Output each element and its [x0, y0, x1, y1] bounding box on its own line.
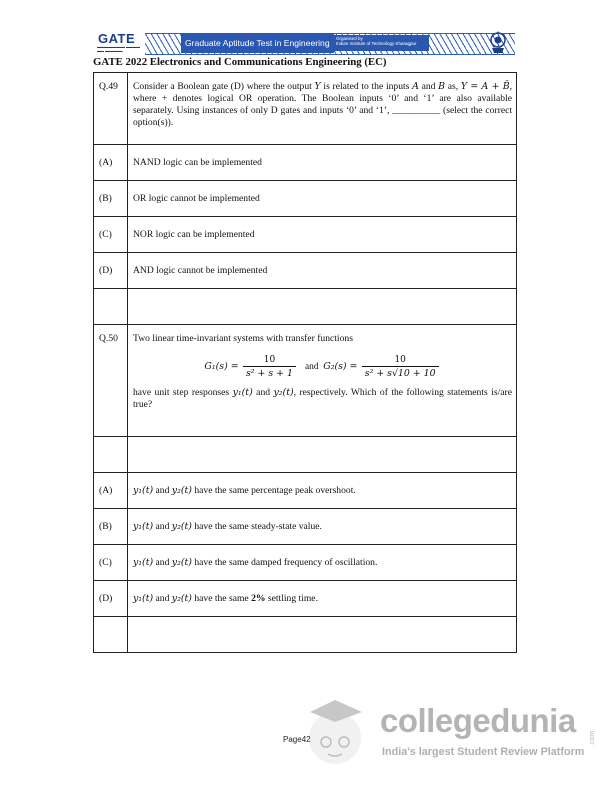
gate-logo	[93, 29, 145, 56]
question-row	[94, 325, 517, 437]
question-text: Two linear time-invariant systems with transfer functions G₁(s) = $\frac{10}{\text{s² + s + 1}}$ and G₂(s) = $\frac{10}{\text{s² + s√10 + 10}}$ have unit step responses y₁(t) and y₂(t), respectively. Which of the following statements is/are true?	[128, 325, 517, 437]
page-number: Page42	[283, 735, 311, 744]
organiser-name: Indian Institute of Technology Kharagpur	[336, 41, 417, 46]
option-label: (B)	[94, 509, 128, 545]
option-row	[94, 509, 517, 545]
watermark-tagline: India's largest Student Review Platform	[382, 746, 585, 758]
question-table	[93, 72, 517, 653]
option-text: y₁(t) and y₂(t) have the same damped frequency of oscillation.	[128, 545, 517, 581]
watermark-domain: .com	[589, 730, 596, 746]
option-label: (B)	[94, 181, 128, 217]
banner-title: Graduate Aptitude Test in Engineering	[181, 33, 334, 53]
option-row	[94, 217, 517, 253]
question-row	[94, 73, 517, 145]
option-row	[94, 545, 517, 581]
gate-logo-text: GATE	[98, 31, 136, 46]
question-text: Consider a Boolean gate (D) where the output Y is related to the inputs A and B as, Y = A + B̄, where + denotes logical OR operation. The Boolean inputs ‘0’ and ‘1’ are also available separately. Using instances of only D gates and inputs ‘0’ and ‘1’, __________ (select the correct option(s)).	[128, 73, 517, 145]
option-text: OR logic cannot be implemented	[128, 181, 517, 217]
iit-kharagpur-logo-icon	[488, 31, 508, 55]
option-text: y₁(t) and y₂(t) have the same 2% settling time.	[128, 581, 517, 617]
mascot-watermark-icon	[292, 688, 378, 776]
option-row	[94, 473, 517, 509]
option-label: (C)	[94, 217, 128, 253]
boolean-equation: Y = A + B̄	[460, 81, 510, 92]
blank-row	[94, 437, 517, 473]
gate-logo-subtext-graphic: ▬▬▬▬▬▬▬▬ ▬▬▬▬ ▬▬ ▬▬▬▬▬	[97, 46, 140, 53]
blank-row	[94, 289, 517, 325]
watermark-brand: collegedunia	[380, 702, 576, 739]
question-number: Q.50	[94, 325, 128, 437]
organiser-box	[333, 35, 429, 51]
header-banner	[93, 29, 515, 56]
option-label: (D)	[94, 581, 128, 617]
option-text: NAND logic can be implemented	[128, 145, 517, 181]
g2-fraction: $\frac{10}{\text{s² + s√10 + 10}}$	[362, 355, 439, 379]
paper-title: GATE 2022 Electronics and Communications Engineering (EC)	[93, 56, 387, 68]
transfer-functions: G₁(s) = $\frac{10}{\text{s² + s + 1}}$ and G₂(s) = $\frac{10}{\text{s² + s√10 + 10}}$	[133, 345, 512, 387]
option-text: AND logic cannot be implemented	[128, 253, 517, 289]
option-row	[94, 581, 517, 617]
blank-row	[94, 617, 517, 653]
organised-by-label: Organised by	[336, 36, 363, 41]
option-row	[94, 253, 517, 289]
option-label: (A)	[94, 145, 128, 181]
option-label: (A)	[94, 473, 128, 509]
g1-fraction: $\frac{10}{\text{s² + s + 1}}$	[243, 355, 296, 379]
option-row	[94, 145, 517, 181]
option-label: (C)	[94, 545, 128, 581]
question-number: Q.49	[94, 73, 128, 145]
option-label: (D)	[94, 253, 128, 289]
option-row	[94, 181, 517, 217]
option-text: y₁(t) and y₂(t) have the same percentage peak overshoot.	[128, 473, 517, 509]
option-text: NOR logic can be implemented	[128, 217, 517, 253]
option-text: y₁(t) and y₂(t) have the same steady-state value.	[128, 509, 517, 545]
